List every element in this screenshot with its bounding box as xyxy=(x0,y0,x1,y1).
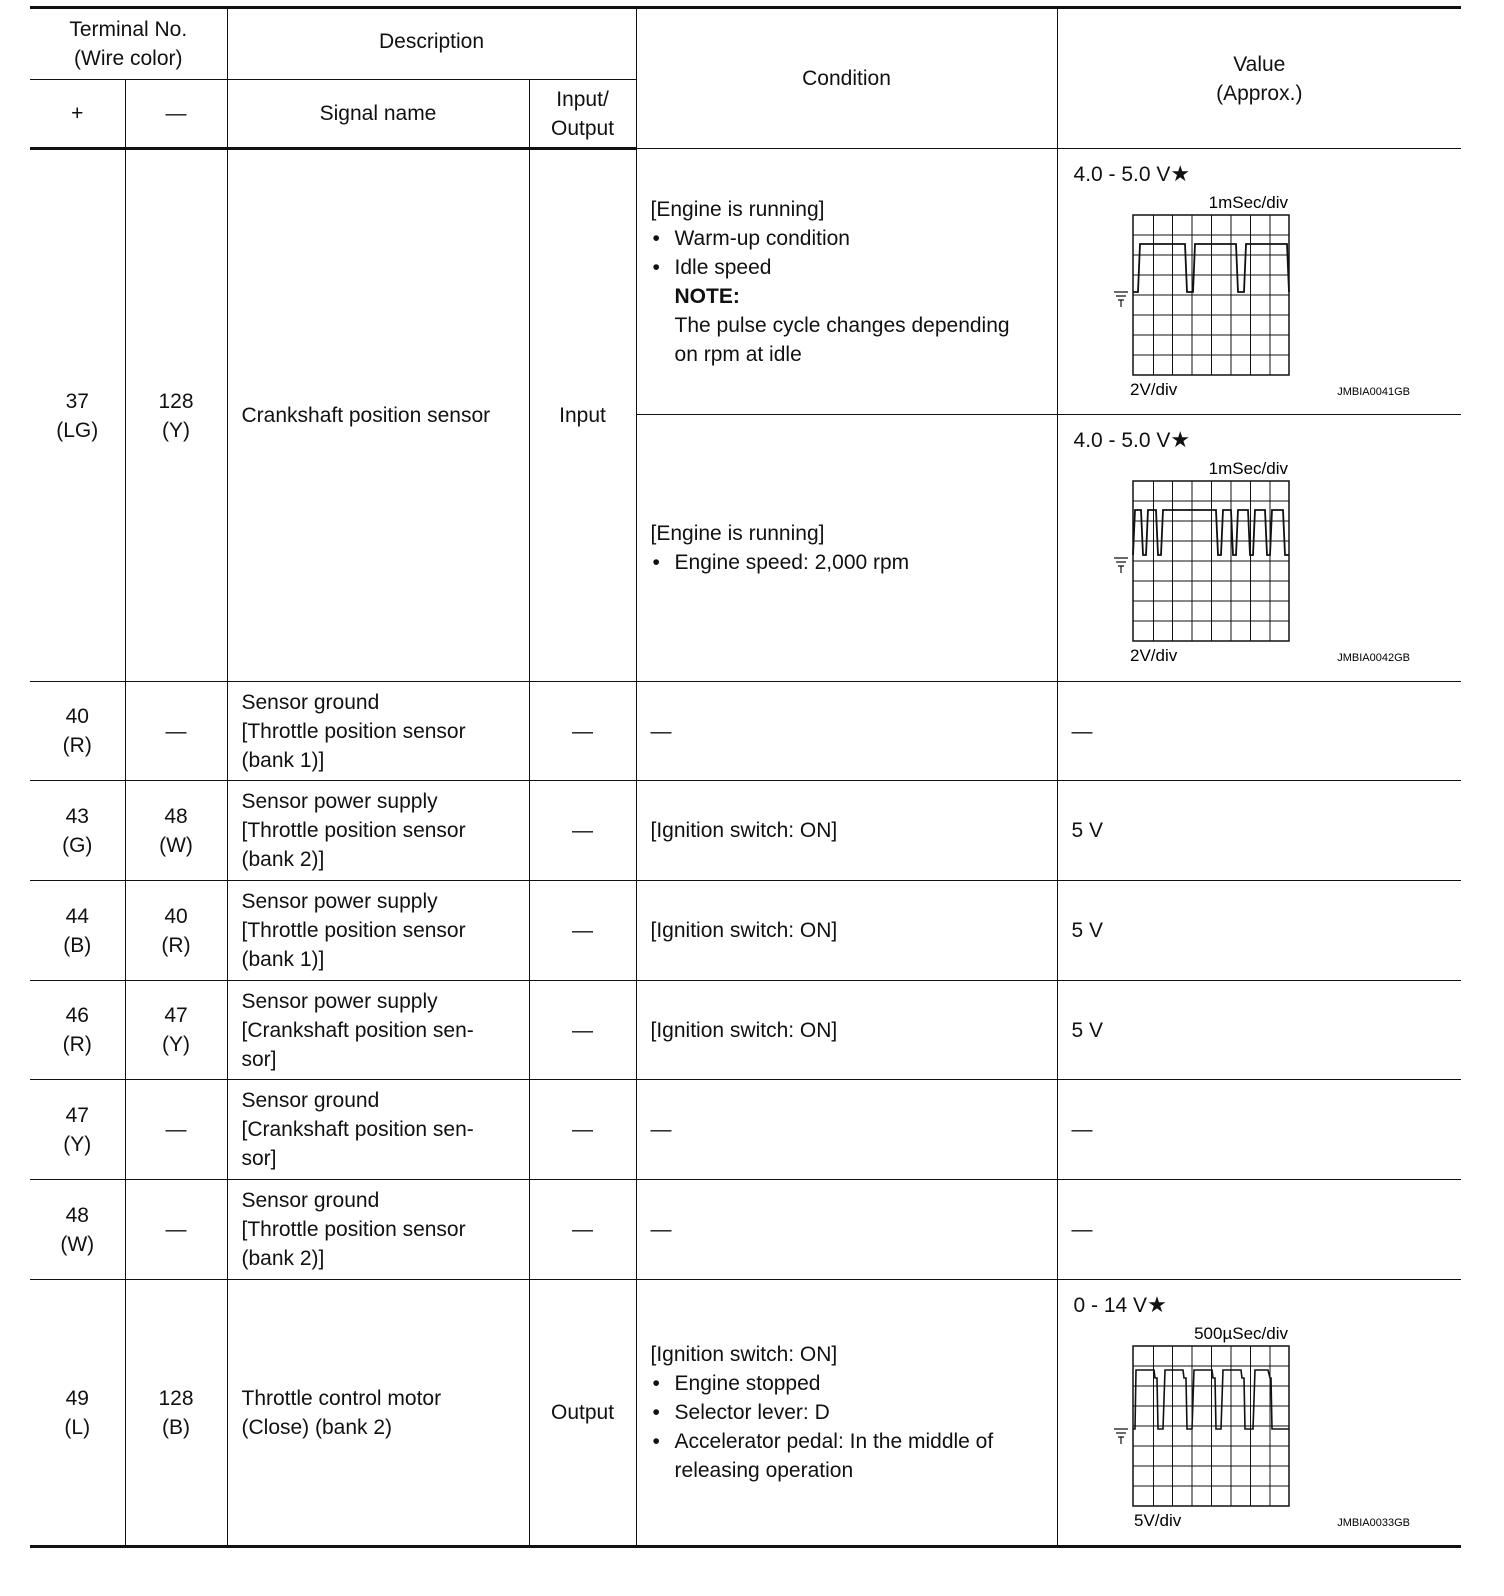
ground-icon xyxy=(1114,558,1128,573)
header-io-line2: Output xyxy=(550,116,615,140)
header-approx-label: (Approx.) xyxy=(1216,81,1303,105)
note-line2: on rpm at idle xyxy=(674,342,802,366)
terminal-minus-cell: — xyxy=(125,1180,227,1280)
terminal-minus: 47 xyxy=(164,1004,188,1027)
value-text xyxy=(1074,1290,1167,1320)
value-range: 4.0 - 5.0 V xyxy=(1073,429,1171,452)
volt-div-label: 5V/div xyxy=(1133,1511,1181,1530)
signal-name-cell xyxy=(227,682,529,781)
signal-line: Sensor power supply xyxy=(241,989,438,1013)
table-row-44 xyxy=(30,881,1461,981)
condition-bullets xyxy=(651,224,1043,282)
waveform-svg xyxy=(1058,189,1462,409)
header-signal-name: Signal name xyxy=(227,80,529,149)
star-icon: ★ xyxy=(1147,1292,1167,1317)
condition-cell xyxy=(636,1280,1057,1547)
condition-cell: — xyxy=(636,682,1057,781)
terminal-plus-color: (G) xyxy=(62,833,93,857)
terminal-spec-table-wrapper xyxy=(30,6,1461,1548)
signal-name-cell xyxy=(227,149,529,682)
signal-line: [Throttle position sensor xyxy=(241,719,466,743)
terminal-minus-color: (W) xyxy=(159,833,193,857)
table-row-40 xyxy=(30,682,1461,781)
signal-name-cell xyxy=(227,1080,529,1180)
condition-bullet: • Idle speed xyxy=(651,253,1043,282)
terminal-plus: 44 xyxy=(65,904,89,928)
signal-line: [Throttle position sensor xyxy=(241,919,466,942)
terminal-minus-cell xyxy=(125,781,227,881)
terminal-plus-color: (Y) xyxy=(63,1132,92,1156)
signal-line: [Throttle position sensor xyxy=(241,819,466,842)
condition-cell: — xyxy=(636,1180,1057,1280)
signal-line: (bank 1)] xyxy=(241,748,325,772)
io-cell: Input xyxy=(529,149,636,682)
header-minus: — xyxy=(125,80,227,149)
terminal-minus-cell xyxy=(125,1280,227,1547)
header-value-label: Value xyxy=(1233,52,1286,76)
terminal-minus: 48 xyxy=(164,804,188,828)
table-row-47 xyxy=(30,1080,1461,1180)
terminal-plus-cell xyxy=(30,881,125,981)
signal-name-cell xyxy=(227,1280,529,1547)
signal-line: [Crankshaft position sen- xyxy=(241,1118,474,1141)
terminal-plus-cell xyxy=(30,149,125,682)
condition-bullet-continuation: releasing operation xyxy=(674,1459,854,1482)
terminal-minus-cell xyxy=(125,149,227,682)
terminal-plus: 37 xyxy=(65,389,89,413)
ground-icon xyxy=(1114,1429,1128,1444)
note-line1: The pulse cycle changes depending xyxy=(674,313,1010,337)
condition-cell: [Ignition switch: ON] xyxy=(636,981,1057,1080)
waveform-svg xyxy=(1058,455,1462,675)
value-cell: 5 V xyxy=(1057,981,1461,1080)
signal-name-cell xyxy=(227,881,529,981)
table-row-49 xyxy=(30,1280,1461,1547)
terminal-plus-color: (L) xyxy=(64,1415,91,1439)
terminal-plus-cell xyxy=(30,1080,125,1180)
header-description xyxy=(227,8,636,80)
terminal-plus-cell xyxy=(30,1180,125,1280)
header-input-output xyxy=(529,80,636,149)
terminal-minus-color: (Y) xyxy=(162,1033,190,1056)
condition-head: [Engine is running] xyxy=(650,197,825,221)
condition-bullets xyxy=(651,1369,1043,1456)
condition-cell: [Ignition switch: ON] xyxy=(636,781,1057,881)
volt-div-label: 2V/div xyxy=(1129,646,1177,665)
header-value xyxy=(1057,8,1461,149)
value-waveform-cell xyxy=(1057,415,1461,682)
terminal-plus: 43 xyxy=(65,804,89,828)
io-cell: — xyxy=(529,981,636,1080)
io-cell: — xyxy=(529,682,636,781)
waveform-chart xyxy=(1058,1320,1462,1548)
terminal-plus-color: (B) xyxy=(63,933,92,957)
terminal-minus: 128 xyxy=(158,1386,194,1410)
table-row-37a xyxy=(30,149,1461,415)
value-waveform-cell xyxy=(1057,1280,1461,1547)
signal-name-cell xyxy=(227,1180,529,1280)
note-label: NOTE: xyxy=(674,284,740,308)
signal-name-cell xyxy=(227,781,529,881)
header-terminal xyxy=(30,8,227,80)
terminal-minus-color: (R) xyxy=(161,933,191,957)
table-row-46 xyxy=(30,981,1461,1080)
header-terminal-no: Terminal No. xyxy=(69,18,188,41)
waveform-svg xyxy=(1058,1320,1462,1540)
condition-bullets xyxy=(651,548,1043,577)
value-cell: 5 V xyxy=(1057,881,1461,981)
condition-cell xyxy=(636,415,1057,682)
time-div-label: 1mSec/div xyxy=(1208,193,1288,212)
time-div-label: 1mSec/div xyxy=(1208,459,1288,478)
condition-note xyxy=(651,282,1043,369)
scope-grid xyxy=(1133,215,1289,375)
terminal-minus-color: (B) xyxy=(162,1415,190,1439)
waveform-chart xyxy=(1058,455,1462,683)
scope-grid xyxy=(1133,481,1289,641)
header-row-1 xyxy=(30,8,1461,80)
condition-cell: — xyxy=(636,1080,1057,1180)
table-row-48 xyxy=(30,1180,1461,1280)
io-cell: — xyxy=(529,781,636,881)
terminal-plus-color: (LG) xyxy=(56,418,99,442)
value-cell: — xyxy=(1057,682,1461,781)
volt-div-label: 2V/div xyxy=(1129,380,1177,399)
terminal-minus-color: (Y) xyxy=(162,418,190,442)
terminal-spec-table xyxy=(30,6,1461,1548)
condition-bullet: • Accelerator pedal: In the middle of xyxy=(651,1427,1043,1456)
table-row-43 xyxy=(30,781,1461,881)
condition-head: [Ignition switch: ON] xyxy=(650,1343,838,1366)
value-text xyxy=(1074,159,1191,189)
signal-name: Crankshaft position sensor xyxy=(241,404,491,427)
terminal-plus-cell xyxy=(30,1280,125,1547)
value-cell: — xyxy=(1057,1180,1461,1280)
signal-line: (Close) (bank 2) xyxy=(241,1415,393,1439)
terminal-plus-color: (R) xyxy=(62,734,92,757)
terminal-plus: 48 xyxy=(65,1203,89,1227)
condition-bullet: • Selector lever: D xyxy=(651,1398,1043,1427)
io-cell: Output xyxy=(529,1280,636,1547)
signal-line: Sensor power supply xyxy=(241,790,438,813)
io-cell: — xyxy=(529,881,636,981)
signal-name-cell xyxy=(227,981,529,1080)
star-icon: ★ xyxy=(1170,161,1191,186)
signal-line: Sensor ground xyxy=(241,1089,380,1112)
io-cell: — xyxy=(529,1080,636,1180)
terminal-minus-cell: — xyxy=(125,682,227,781)
header-wire-color: (Wire color) xyxy=(74,47,183,70)
value-waveform-cell xyxy=(1057,149,1461,415)
time-div-label: 500µSec/div xyxy=(1193,1324,1288,1343)
condition-bullet: • Engine stopped xyxy=(651,1369,1043,1398)
value-range: 0 - 14 V xyxy=(1073,1294,1148,1317)
terminal-minus-cell xyxy=(125,881,227,981)
value-cell: 5 V xyxy=(1057,781,1461,881)
header-condition-label: Condition xyxy=(802,67,891,90)
waveform-chart xyxy=(1058,189,1462,417)
condition-cell: [Ignition switch: ON] xyxy=(636,881,1057,981)
star-icon: ★ xyxy=(1170,427,1191,452)
terminal-plus-color: (W) xyxy=(60,1232,95,1256)
value-text xyxy=(1074,425,1191,455)
header-plus: + xyxy=(30,80,125,149)
signal-line: sor] xyxy=(241,1147,277,1170)
header-condition xyxy=(636,8,1057,149)
terminal-plus: 47 xyxy=(65,1103,89,1127)
signal-line: (bank 1)] xyxy=(241,948,325,971)
signal-line: Sensor ground xyxy=(241,690,380,714)
figure-code: JMBIA0042GB xyxy=(1336,652,1410,664)
header-io-line1: Input/ xyxy=(556,87,609,111)
signal-line: Sensor power supply xyxy=(241,890,438,913)
signal-line: Sensor ground xyxy=(241,1189,380,1212)
signal-line: Throttle control motor xyxy=(241,1386,442,1410)
terminal-plus-cell xyxy=(30,682,125,781)
terminal-plus-cell xyxy=(30,981,125,1080)
condition-bullet: • Engine speed: 2,000 rpm xyxy=(651,548,1043,577)
terminal-minus-cell: — xyxy=(125,1080,227,1180)
terminal-plus: 46 xyxy=(65,1004,89,1027)
terminal-plus-cell xyxy=(30,781,125,881)
signal-line: [Throttle position sensor xyxy=(241,1218,466,1241)
io-cell: — xyxy=(529,1180,636,1280)
condition-bullet: • Warm-up condition xyxy=(651,224,1043,253)
value-range: 4.0 - 5.0 V xyxy=(1073,163,1171,186)
header-description-label: Description xyxy=(378,30,485,53)
condition-cell xyxy=(636,149,1057,415)
terminal-minus: 128 xyxy=(158,389,194,413)
terminal-plus: 49 xyxy=(65,1386,89,1410)
terminal-minus-cell xyxy=(125,981,227,1080)
figure-code: JMBIA0041GB xyxy=(1336,386,1410,398)
condition-head: [Engine is running] xyxy=(650,522,825,545)
figure-code: JMBIA0033GB xyxy=(1336,1517,1410,1529)
terminal-minus: 40 xyxy=(164,904,188,928)
signal-line: (bank 2)] xyxy=(241,1247,325,1270)
signal-line: [Crankshaft position sen- xyxy=(241,1018,474,1042)
ground-icon xyxy=(1114,292,1128,307)
terminal-plus-color: (R) xyxy=(62,1033,92,1056)
terminal-plus: 40 xyxy=(65,705,89,728)
value-cell: — xyxy=(1057,1080,1461,1180)
signal-line: (bank 2)] xyxy=(241,848,325,871)
signal-line: sor] xyxy=(241,1047,277,1071)
